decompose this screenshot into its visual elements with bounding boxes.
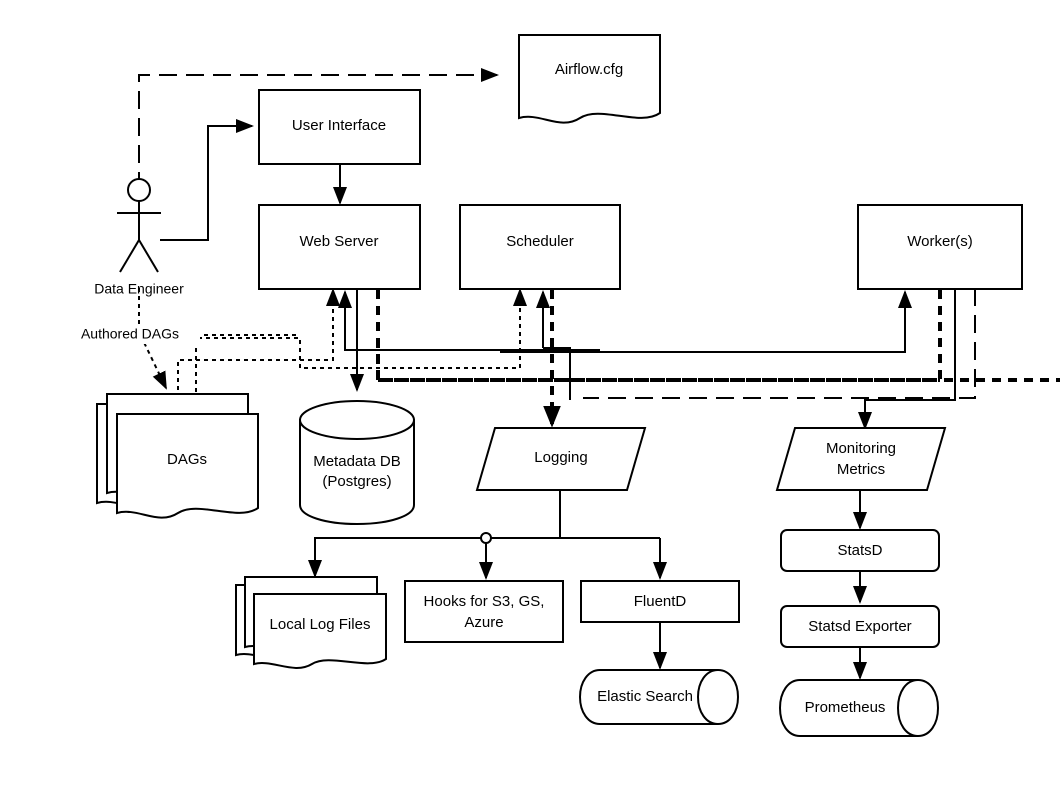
node-statsd[interactable] [781, 530, 939, 571]
node-scheduler-label: Scheduler [506, 232, 574, 250]
node-hooks-label-line2: Azure [464, 613, 504, 631]
edge-metadata-db-to-web-server [345, 292, 600, 350]
node-dags-label: DAGs [166, 450, 208, 468]
edge-label-authored-dags [60, 324, 200, 344]
node-fluentd[interactable] [581, 581, 739, 622]
node-local-log-files-label: Local Log Files [269, 615, 371, 633]
node-data-engineer-label: Data Engineer [94, 280, 184, 297]
node-web-server-label: Web Server [299, 232, 379, 250]
node-dags[interactable] [97, 394, 258, 518]
node-statsd-exporter[interactable] [781, 606, 939, 647]
node-workers-label: Worker(s) [907, 232, 973, 250]
node-prometheus[interactable] [780, 680, 938, 736]
node-data-engineer[interactable] [94, 179, 184, 297]
edge-dags-to-web-server [178, 290, 333, 390]
edge-data-engineer-to-user-interface [160, 126, 252, 240]
node-workers[interactable] [858, 205, 1022, 289]
node-metadata-db[interactable] [300, 401, 414, 524]
node-metadata-db-label-line2: (Postgres) [322, 472, 392, 490]
node-monitoring-metrics[interactable] [777, 428, 945, 490]
node-airflow-cfg[interactable] [519, 35, 660, 123]
node-monitoring-metrics-label-line2: Metrics [836, 460, 886, 478]
node-monitoring-metrics-label-line1: Monitoring [825, 439, 897, 457]
edge-workers-to-metadata-db [500, 292, 905, 352]
edge-logging-bus [378, 290, 1060, 424]
node-local-log-files[interactable] [236, 577, 386, 668]
node-fluentd-label: FluentD [633, 592, 687, 610]
node-statsd-exporter-label: Statsd Exporter [808, 617, 912, 635]
node-logging-label: Logging [534, 448, 588, 466]
node-user-interface-label: User Interface [291, 116, 387, 134]
node-user-interface[interactable] [259, 90, 420, 164]
node-hooks[interactable] [405, 581, 563, 642]
node-metadata-db-label-line1: Metadata DB [313, 452, 401, 470]
node-hooks-label-line1: Hooks for S3, GS, [423, 592, 545, 610]
node-prometheus-label: Prometheus [804, 698, 886, 716]
authored-dags-label: Authored DAGs [80, 325, 180, 342]
edge-scheduler-metadata-db [543, 292, 570, 400]
node-elastic-search[interactable] [580, 670, 738, 724]
node-statsd-label: StatsD [837, 541, 883, 559]
node-elastic-search-label: Elastic Search [597, 687, 693, 705]
node-scheduler[interactable] [460, 205, 620, 289]
node-logging[interactable] [477, 428, 645, 490]
node-airflow-cfg-label: Airflow.cfg [554, 60, 624, 78]
node-web-server[interactable] [259, 205, 420, 289]
